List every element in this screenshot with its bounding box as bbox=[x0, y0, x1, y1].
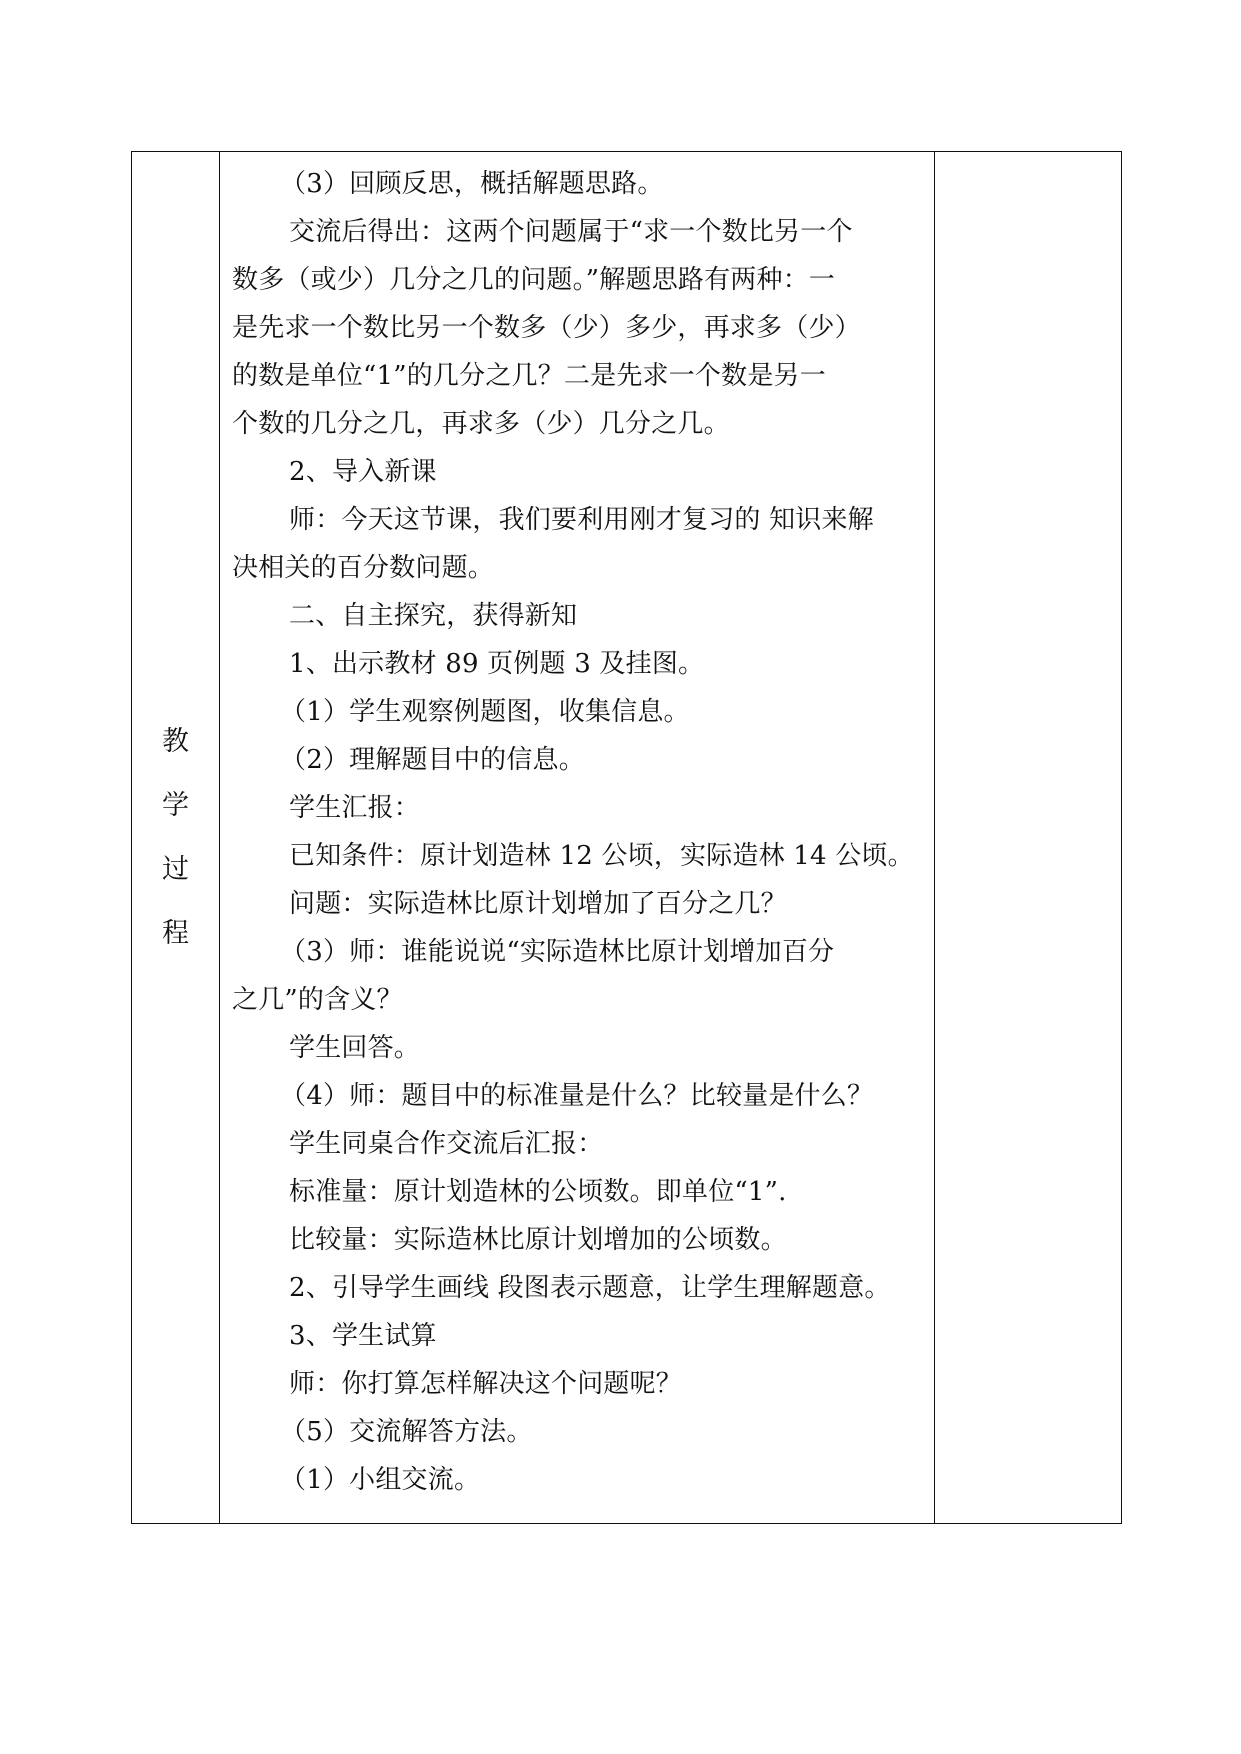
column-divider-right bbox=[934, 152, 935, 1523]
content-line: 师：你打算怎样解决这个问题呢？ bbox=[289, 1369, 683, 1399]
content-line: （1）小组交流。 bbox=[280, 1465, 481, 1495]
content-line: 交流后得出：这两个问题属于“求一个数比另一个 bbox=[289, 217, 853, 247]
content-line: 的数是单位“1”的几分之几？二是先求一个数是另一 bbox=[232, 361, 826, 391]
lesson-content bbox=[232, 160, 926, 1504]
content-line: （3）师：谁能说说“实际造林比原计划增加百分 bbox=[280, 937, 835, 967]
content-line: 学生汇报： bbox=[289, 793, 421, 823]
content-line: 数多（或少）几分之几的问题。”解题思路有两种：一 bbox=[232, 265, 836, 295]
content-line: 1、出示教材 89 页例题 3 及挂图。 bbox=[289, 649, 705, 679]
content-line: （1）学生观察例题图，收集信息。 bbox=[280, 697, 690, 727]
content-line: 二、自主探究，获得新知 bbox=[289, 601, 578, 631]
content-line: 问题：实际造林比原计划增加了百分之几？ bbox=[289, 889, 787, 919]
section-label-char: 教 bbox=[162, 725, 189, 757]
content-line: 学生同桌合作交流后汇报： bbox=[289, 1129, 604, 1159]
content-line: （4）师：题目中的标准量是什么？比较量是什么？ bbox=[280, 1081, 874, 1111]
content-line: 2、引导学生画线 段图表示题意，让学生理解题意。 bbox=[289, 1273, 891, 1303]
content-line: 2、导入新课 bbox=[289, 457, 437, 487]
column-divider-left bbox=[219, 152, 220, 1523]
content-line: 决相关的百分数问题。 bbox=[232, 553, 495, 583]
content-line: 已知条件：原计划造林 12 公顷，实际造林 14 公顷。 bbox=[289, 841, 914, 871]
content-line: 学生回答。 bbox=[289, 1033, 421, 1063]
section-label-teaching-process bbox=[132, 152, 219, 1523]
section-label-char: 学 bbox=[162, 789, 189, 821]
content-line: （2）理解题目中的信息。 bbox=[280, 745, 585, 775]
content-line: （5）交流解答方法。 bbox=[280, 1417, 533, 1447]
content-line: 比较量：实际造林比原计划增加的公顷数。 bbox=[289, 1225, 787, 1255]
section-label-char: 程 bbox=[162, 917, 189, 949]
content-line: 个数的几分之几，再求多（少）几分之几。 bbox=[232, 409, 730, 439]
content-line: 之几”的含义？ bbox=[232, 985, 403, 1015]
lesson-table bbox=[131, 151, 1122, 1524]
section-label-char: 过 bbox=[162, 853, 189, 885]
content-line: 标准量：原计划造林的公顷数。即单位“1”. bbox=[289, 1177, 787, 1207]
content-line: 师：今天这节课，我们要利用刚才复习的 知识来解 bbox=[289, 505, 874, 535]
content-line: 3、学生试算 bbox=[289, 1321, 437, 1351]
content-line: （3）回顾反思，概括解题思路。 bbox=[280, 169, 664, 199]
content-line: 是先求一个数比另一个数多（少）多少，再求多（少） bbox=[232, 313, 861, 343]
